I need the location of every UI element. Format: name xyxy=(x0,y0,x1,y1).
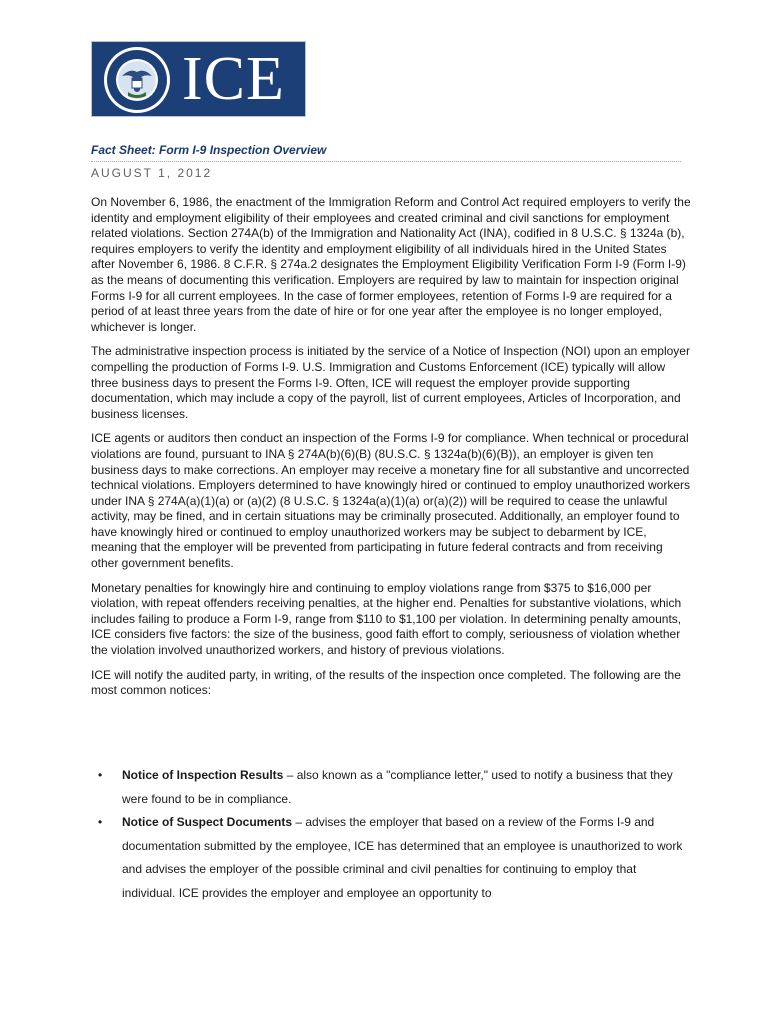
paragraph-inspection-process: The administrative inspection process is initiated by the service of a Notice of Inspection (NOI) upon an employer compelling the production of Forms I-9. U.S. Immigration and Customs Enforcement (ICE) typically will allow three business days to present the Forms I-9. Often, ICE will request the employer provide supporting documentation, which may include a copy of the payroll, list of current employees, Articles of Incorporation, and business licenses. xyxy=(91,344,690,421)
paragraph-notices-intro: ICE will notify the audited party, in writing, of the results of the inspection once completed. The following are the most common notices: xyxy=(91,667,681,698)
notice-term: Notice of Inspection Results xyxy=(122,768,284,782)
paragraph-penalties: Monetary penalties for knowingly hire and continuing to employ violations range from $375 to $16,000 per violation, with repeat offenders receiving penalties, at the higher end. Penalties for substantive violations, which includes failing to produce a Form I-9, range from $110 to $1,100 per violation. In determining penalty amounts, ICE considers five factors: the size of the business, good faith effort to comply, seriousness of violation whether the violation involved unauthorized workers, and history of previous violations. xyxy=(91,580,682,658)
title-divider xyxy=(91,161,681,162)
body-content xyxy=(91,195,691,708)
notice-description: – also known as a "compliance letter," used to notify a business that they were found to be in compliance. xyxy=(122,768,673,806)
paragraph-compliance: ICE agents or auditors then conduct an inspection of the Forms I-9 for compliance. When technical or procedural violations are found, pursuant to INA § 274A(b)(6)(B) (8U.S.C. § 1324a(b)(6)(B)), an employer is given ten business days to make corrections. An employer may receive a monetary fine for all substantive and uncorrected technical violations. Employers determined to have knowingly hired or continued to employ unauthorized workers under INA § 274A(a)(1)(a) or (a)(2) (8 U.S.C. § 1324a(a)(1)(a) or(a)(2)) will be required to cease the unlawful activity, may be fined, and in certain situations may be criminally prosecuted. Additionally, an employer found to have knowingly hired or continued to employ unauthorized workers may be subject to debarment by ICE, meaning that the employer will be prevented from participating in future federal contracts and from receiving other government benefits. xyxy=(91,431,690,571)
publication-date: AUGUST 1, 2012 xyxy=(91,166,213,180)
bullet-icon: • xyxy=(98,768,103,782)
bullet-icon: • xyxy=(98,815,103,829)
ice-logo xyxy=(91,41,306,117)
notice-term: Notice of Suspect Documents xyxy=(122,815,293,829)
notices-list xyxy=(91,764,691,905)
page-title: Fact Sheet: Form I-9 Inspection Overview xyxy=(91,143,327,157)
logo-wordmark: ICE xyxy=(182,45,285,113)
paragraph-irca: On November 6, 1986, the enactment of the Immigration Reform and Control Act required employers to verify the identity and employment eligibility of their employees and created criminal and civil sanctions for employment related violations. Section 274A(b) of the Immigration and Nationality Act (INA), codified in 8 U.S.C. § 1324a (b), requires employers to verify the identity and employment eligibility of all individuals hired in the United States after November 6, 1986. 8 C.F.R. § 274a.2 designates the Employment Eligibility Verification Form I-9 (Form I-9) as the means of documenting this verification. Employers are required by law to maintain for inspection original Forms I-9 for all current employees. In the case of former employees, retention of Forms I-9 are required for a period of at least three years from the date of hire or for one year after the employee is no longer employed, whichever is longer. xyxy=(91,195,691,334)
list-item xyxy=(91,811,691,905)
list-item xyxy=(91,764,691,811)
notice-description: – advises the employer that based on a review of the Forms I-9 and documentation submitted by the employee, ICE has determined that an employee is unauthorized to work and advises the employer of the possible criminal and civil penalties for continuing to employ that individual. ICE provides the employer and employee an opportunity to xyxy=(122,815,683,900)
